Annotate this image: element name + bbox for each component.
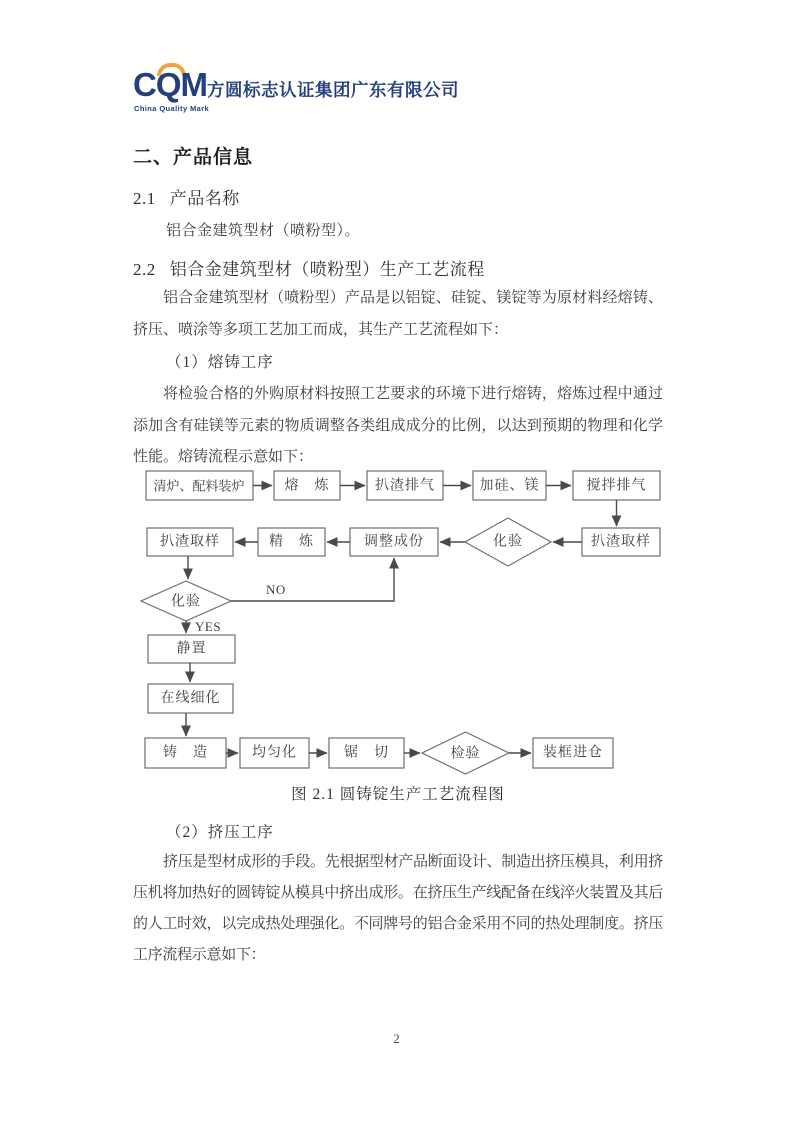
- logo-acronym: CQM: [133, 66, 207, 103]
- svg-text:装框进仓: 装框进仓: [543, 745, 603, 761]
- svg-text:扒渣取样: 扒渣取样: [160, 534, 220, 550]
- svg-text:调整成份: 调整成份: [364, 534, 424, 550]
- flow-node-sawing: [329, 738, 404, 768]
- step-1-paragraph: 将检验合格的外购原材料按照工艺要求的环境下进行熔铸，熔炼过程中通过添加含有硅镁等元素的物质调整各类组成成分的比例，以达到预期的物理和化学性能。熔铸流程示意如下：: [133, 386, 663, 465]
- svg-text:精 炼: 精 炼: [269, 534, 314, 550]
- svg-text:扒渣排气: 扒渣排气: [375, 478, 435, 494]
- svg-text:化验: 化验: [171, 594, 201, 610]
- flow-node-slag-degas: [367, 471, 443, 500]
- yes-branch-label: YES: [195, 619, 222, 634]
- section-2-2-title: 铝合金建筑型材（喷粉型）生产工艺流程: [169, 260, 485, 279]
- flow-node-melting: [274, 471, 340, 500]
- main-title: 二、产品信息: [133, 147, 254, 168]
- svg-text:检验: 检验: [450, 746, 481, 762]
- flow-node-slag-sample-right: [582, 528, 660, 556]
- section-2-1-number: 2.1: [133, 189, 156, 208]
- flow-node-stir-degas: [573, 471, 660, 500]
- svg-text:扒渣取样: 扒渣取样: [591, 534, 651, 550]
- section-2-1-heading: [133, 184, 663, 209]
- section-2-2-number: 2.2: [133, 260, 156, 279]
- flow-node-crating: [533, 738, 613, 768]
- flow-node-adjust-composition: [350, 528, 438, 556]
- flow-node-clean-furnace: [146, 471, 253, 500]
- svg-text:均匀化: 均匀化: [252, 745, 297, 761]
- flow-connectors: [186, 486, 617, 754]
- svg-text:熔 炼: 熔 炼: [284, 478, 330, 494]
- figure-2-1-caption: 图 2.1 圆铸锭生产工艺流程图: [291, 786, 505, 803]
- svg-text:搅拌排气: 搅拌排气: [586, 478, 647, 494]
- section-2-2-heading: [133, 255, 663, 280]
- no-branch-label: NO: [266, 582, 286, 597]
- flow-node-online-refine: [148, 684, 233, 713]
- svg-text:化验: 化验: [493, 534, 523, 550]
- flow-decision-inspection: [422, 732, 509, 774]
- svg-text:静置: 静置: [176, 641, 207, 657]
- step-1-title: （1）熔铸工序: [166, 354, 274, 371]
- casting-process-flowchart: [138, 466, 678, 784]
- svg-text:在线细化: 在线细化: [160, 691, 221, 706]
- flow-node-homogenize: [240, 738, 309, 768]
- flow-node-slag-sample-left: [147, 528, 233, 556]
- step-2-paragraph: 挤压是型材成形的手段。先根据型材产品断面设计、制造出挤压模具，利用挤压机将加热好的圆铸锭从模具中挤出成形。在挤压生产线配备在线淬火装置及其后的人工时效，以完成热处理强化。不同牌号的铝合金采用不同的热处理制度。挤压工序流程示意如下：: [133, 854, 663, 963]
- svg-text:清炉、配料装炉: 清炉、配料装炉: [153, 478, 245, 494]
- section-2-2-intro-paragraph: 铝合金建筑型材（喷粉型）产品是以铝锭、硅锭、镁锭等为原材料经熔铸、挤压、喷涂等多项工艺加工而成，其生产工艺流程如下：: [133, 290, 663, 338]
- product-name-text: 铝合金建筑型材（喷粉型）。: [166, 223, 361, 239]
- svg-text:锯 切: 锯 切: [344, 745, 389, 761]
- logo-tagline: China Quality Mark: [134, 104, 210, 113]
- section-2-1-title: 产品名称: [169, 189, 240, 208]
- flow-node-add-si-mg: [473, 471, 546, 500]
- cqm-logo: [133, 62, 533, 117]
- page-number: 2: [393, 1031, 400, 1046]
- flow-decision-test-left: [141, 581, 231, 621]
- flow-decision-test-right: [465, 518, 551, 566]
- svg-text:铸 造: 铸 造: [163, 745, 208, 761]
- flow-node-refining: [258, 528, 325, 556]
- logo-company-name: 方圆标志认证集团广东有限公司: [207, 80, 459, 100]
- flow-node-standing: [148, 635, 235, 663]
- flow-node-casting: [145, 738, 226, 768]
- step-2-title: （2）挤压工序: [166, 824, 274, 841]
- svg-text:加硅、镁: 加硅、镁: [479, 478, 540, 494]
